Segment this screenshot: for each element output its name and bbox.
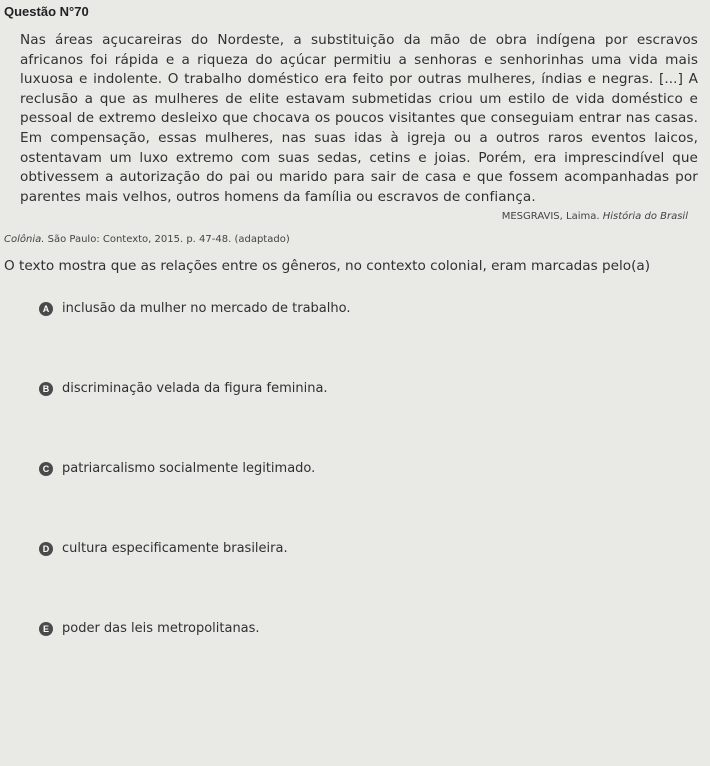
answer-options xyxy=(20,295,698,643)
option-b-text[interactable]: discriminação velada da figura feminina. xyxy=(62,381,328,397)
citation-line-1 xyxy=(20,211,688,222)
option-d-badge[interactable]: D xyxy=(39,542,53,556)
citation-title-b: Colônia. xyxy=(4,234,45,246)
option-b[interactable] xyxy=(39,375,698,403)
option-e[interactable] xyxy=(39,615,698,643)
option-a[interactable] xyxy=(39,295,698,323)
citation-title-a: História do Brasil xyxy=(602,211,688,223)
option-e-text[interactable]: poder das leis metropolitanas. xyxy=(62,621,260,637)
option-b-badge[interactable]: B xyxy=(39,382,53,396)
citation-rest: São Paulo: Contexto, 2015. p. 47-48. (adaptado) xyxy=(47,234,290,246)
option-d-text[interactable]: cultura especificamente brasileira. xyxy=(62,541,288,557)
option-a-text[interactable]: inclusão da mulher no mercado de trabalho. xyxy=(62,301,351,317)
question-prompt: O texto mostra que as relações entre os gêneros, no contexto colonial, eram marcadas pelo(a) xyxy=(4,258,651,275)
question-title: Questão N°70 xyxy=(4,4,89,19)
option-c-text[interactable]: patriarcalismo socialmente legitimado. xyxy=(62,461,316,477)
citation-author: MESGRAVIS, Laima. xyxy=(501,211,600,223)
option-e-badge[interactable]: E xyxy=(39,622,53,636)
option-a-badge[interactable]: A xyxy=(39,302,53,316)
option-c-badge[interactable]: C xyxy=(39,462,53,476)
question-text: Nas áreas açucareiras do Nordeste, a substituição da mão de obra indígena por escravos africanos foi rápida e a riqueza do açúcar permitiu a senhoras e senhorinhas uma vida mais luxuosa e indolente. O trabalho doméstico era feito por outras mulheres, índias e negras. [...] A reclusão a que as mulheres de elite estavam submetidas criou um estilo de vida doméstico e pessoal de extremo desleixo que chocava os poucos visitantes que conseguiam entrar nas casas. Em compensação, essas mulheres, nas suas idas à igreja ou a outros raros eventos laicos, ostentavam um luxo extremo com suas sedas, cetins e joias. Porém, era imprescindível que obtivessem a autorização do pai ou marido para sair de casa e que fossem acompanhadas por parentes mais velhos, outros homens da família ou escravos de confiança. xyxy=(20,32,698,205)
citation-line-2 xyxy=(4,234,698,245)
option-c[interactable] xyxy=(39,455,698,483)
option-d[interactable] xyxy=(39,535,698,563)
